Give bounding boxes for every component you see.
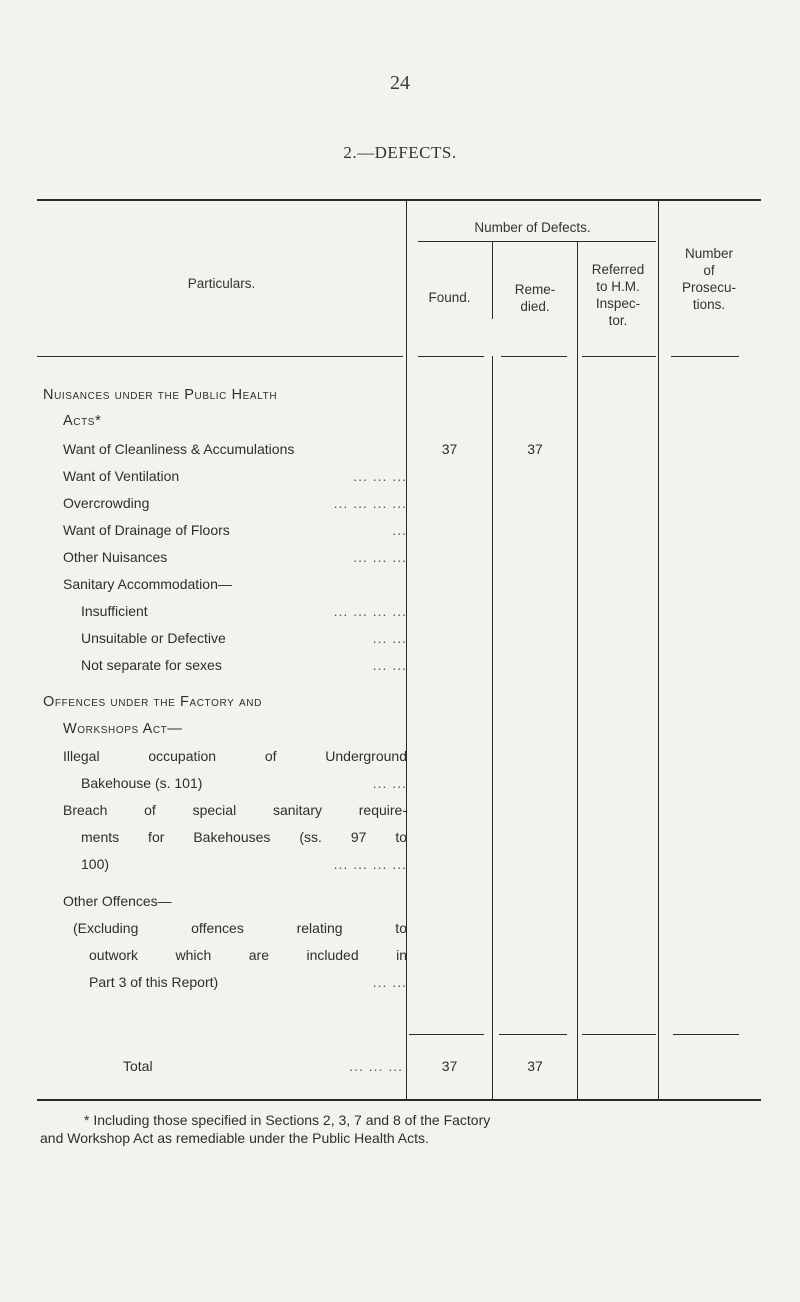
header-prosecutions — [659, 245, 759, 313]
row-overcrowding — [63, 495, 407, 511]
row-insufficient — [81, 603, 407, 619]
row-cleanliness — [63, 441, 409, 457]
row-breach-line-1: Breach of special sanitary require- — [63, 802, 407, 818]
row-not-separate — [81, 657, 407, 673]
row-total-label: Total — [123, 1058, 153, 1074]
row-unsuitable-dots: ... ... — [372, 630, 407, 646]
column-divider-2b — [492, 356, 493, 1099]
total-rule-remedied — [499, 1034, 567, 1035]
row-unsuitable — [81, 630, 407, 646]
row-excluding-dots: ... ... — [372, 974, 407, 990]
row-illegal-dots: ... ... — [372, 775, 407, 791]
row-overcrowding-label: Overcrowding — [63, 495, 150, 511]
row-other-nuisances-label: Other Nuisances — [63, 549, 168, 565]
header-rule-remedied — [501, 356, 567, 357]
header-referred-line-2: to H.M. — [596, 279, 640, 294]
footnote — [40, 1111, 744, 1147]
defects-subheader-rule — [418, 241, 656, 242]
row-ventilation-label: Want of Ventilation — [63, 468, 180, 484]
row-breach-line-2: ments for Bakehouses (ss. 97 to — [81, 829, 407, 845]
row-total — [123, 1058, 403, 1074]
total-rule-referred — [582, 1034, 656, 1035]
row-breach-line-3 — [81, 856, 407, 872]
row-excluding-line-1: (Excluding offences relating to — [73, 920, 407, 936]
table-bottom-rule — [37, 1099, 761, 1101]
total-rule-found — [409, 1034, 484, 1035]
table-top-rule — [37, 199, 761, 201]
header-remedied-line-2: died. — [520, 299, 550, 314]
row-ventilation-dots: ... ... ... — [353, 468, 407, 484]
header-prosecutions-line-1: Number — [684, 246, 733, 261]
offences-heading: Offences under the Factory and — [43, 694, 262, 710]
row-insufficient-dots: ... ... ... ... — [333, 603, 407, 619]
total-remedied: 37 — [527, 1058, 543, 1074]
row-total-dots: ... ... ... — [349, 1058, 403, 1074]
header-prosecutions-line-3: Prosecu- — [681, 280, 737, 295]
page-number: 24 — [390, 72, 410, 94]
header-found: Found. — [428, 290, 471, 305]
total-rule-prosecutions — [673, 1034, 739, 1035]
row-excluding-line-2: outwork which are included in — [89, 947, 407, 963]
header-rule-particulars — [37, 356, 403, 357]
header-remedied-line-1: Reme- — [514, 282, 556, 297]
row-drainage-label: Want of Drainage of Floors — [63, 522, 230, 538]
offences-heading-cont: Workshops Act— — [63, 721, 183, 737]
row-not-separate-dots: ... ... — [372, 657, 407, 673]
row-cleanliness-label: Want of Cleanliness & Accumulations — [63, 441, 295, 457]
header-referred-line-3: Inspec- — [595, 296, 641, 311]
header-number-of-defects: Number of Defects. — [474, 220, 591, 235]
row-excluding-line-3 — [89, 974, 407, 990]
header-prosecutions-line-2: of — [703, 263, 715, 278]
footnote-line-1: * Including those specified in Sections 2, 3, 7 and 8 of the Factory — [84, 1112, 491, 1128]
header-referred-line-4: tor. — [608, 313, 628, 328]
header-remedied — [493, 281, 577, 315]
row-other-offences-heading: Other Offences— — [63, 893, 172, 909]
row-breach-dots: ... ... ... ... — [333, 856, 407, 872]
row-illegal-label: Bakehouse (s. 101) — [81, 775, 203, 791]
header-rule-prosecutions — [671, 356, 739, 357]
row-not-separate-label: Not separate for sexes — [81, 657, 222, 673]
row-other-nuisances-dots: ... ... ... — [353, 549, 407, 565]
row-ventilation — [63, 468, 407, 484]
header-rule-referred — [582, 356, 656, 357]
row-illegal-line-1: Illegal occupation of Underground — [63, 748, 407, 764]
footnote-line-2: and Workshop Act as remediable under the Public Health Acts. — [40, 1130, 429, 1146]
defects-table — [37, 199, 761, 1101]
nuisances-heading: Nuisances under the Public Health — [43, 387, 278, 403]
nuisances-heading-cont: Acts* — [63, 413, 102, 429]
row-sanitary-heading: Sanitary Accommodation— — [63, 576, 232, 592]
row-excluding-label: Part 3 of this Report) — [89, 974, 219, 990]
header-prosecutions-line-4: tions. — [692, 297, 726, 312]
total-found: 37 — [441, 1058, 458, 1074]
row-breach-label: 100) — [81, 856, 110, 872]
section-title: 2.—DEFECTS. — [343, 143, 457, 162]
column-divider-1 — [406, 201, 407, 1099]
cleanliness-found: 37 — [441, 441, 458, 457]
row-other-nuisances — [63, 549, 407, 565]
header-referred-line-1: Referred — [591, 262, 645, 277]
header-particulars: Particulars. — [187, 276, 256, 291]
row-insufficient-label: Insufficient — [81, 603, 148, 619]
header-referred — [578, 261, 658, 329]
cleanliness-remedied: 37 — [527, 441, 543, 457]
column-divider-3 — [577, 242, 578, 1099]
header-rule-found — [418, 356, 484, 357]
row-drainage-dots: ... — [392, 522, 407, 538]
row-overcrowding-dots: ... ... ... ... — [333, 495, 407, 511]
row-unsuitable-label: Unsuitable or Defective — [81, 630, 226, 646]
column-divider-4 — [658, 201, 659, 1099]
row-drainage — [63, 522, 407, 538]
row-illegal-line-2 — [81, 775, 407, 791]
